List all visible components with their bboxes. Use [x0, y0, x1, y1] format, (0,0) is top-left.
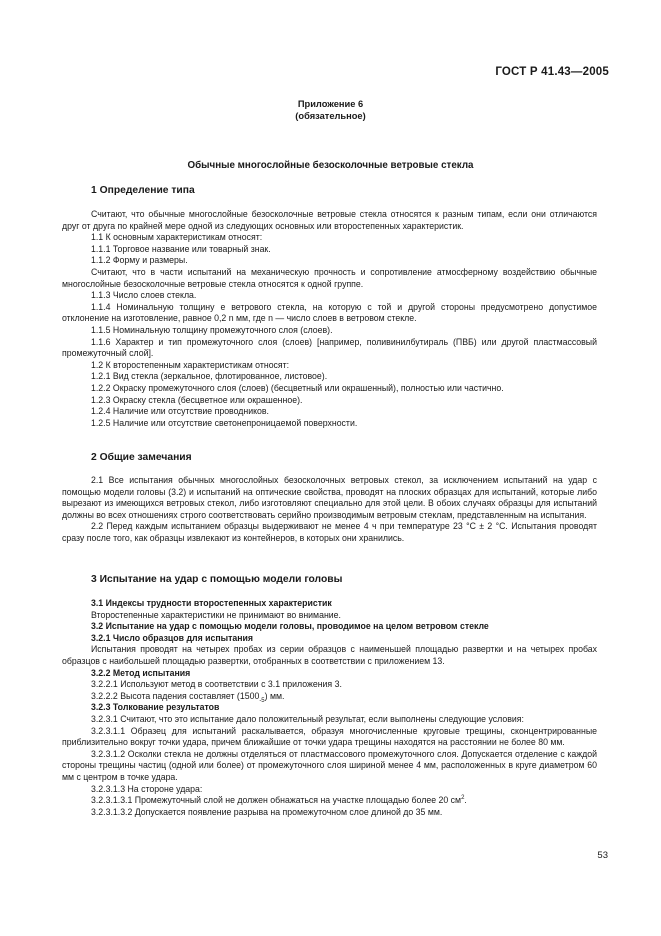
paragraph: Второстепенные характеристики не принимают во внимание.: [91, 609, 341, 620]
paragraph: 3.2.3.1.3.2 Допускается появление разрыва на промежуточном слое длиной до 35 мм.: [91, 806, 443, 817]
paragraph: Считают, что обычные многослойные безосколочные ветровые стекла относятся к разным типам, если они отличаются друг от друга по крайней мере одной из следующих основных или второстепенных характеристик.: [62, 209, 597, 231]
paragraph: [62, 795, 597, 807]
paragraph-text: 3.2.3.1.3.1 Промежуточный слой не должен обнажаться на участке площадью более 20 см: [91, 795, 462, 806]
paragraph: 3.2.3.1.3 На стороне удара:: [91, 783, 203, 794]
paragraph: Считают, что в части испытаний на механическую прочность и сопротивление атмосферному воздействию обычные многослойные безосколочные ветровые стекла относятся к одной группе.: [62, 266, 597, 289]
standard-header: ГОСТ Р 41.43—2005: [495, 66, 609, 78]
unit-superscript: 2: [461, 795, 465, 802]
paragraph: 1.2.5 Наличие или отсутствие светонепроницаемой поверхности.: [91, 417, 358, 428]
paragraph: 1.2 К второстепенным характеристикам относят:: [91, 359, 290, 370]
paragraph: 1.2.4 Наличие или отсутствие проводников.: [91, 406, 269, 417]
paragraph-text: ) мм.: [264, 690, 285, 701]
paragraph: 1.2.2 Окраску промежуточного слоя (слоев) (бесцветный или окрашенный), полностью или частично.: [91, 382, 504, 393]
section2-body: [62, 475, 597, 545]
paragraph-text: 3.2.2.2 Высота падения составляет (1500: [91, 690, 260, 701]
paragraph: 2.1 Все испытания обычных многослойных безосколочных ветровых стекол, за исключением испытаний на удар с помощью модели головы (3.2) и испытаний на оптические свойства, проводят на плоских образцах для испытаний, которые либо вырезают из имеющихся ветровых стекол, либо изготовляют специально для этой цели. В обоих случаях образцы для испытаний должны во всех отношениях строго соответствовать серийно производимым ветровым стеклам, представленным на испытания.: [62, 475, 597, 520]
subsection-heading: 3.2.1 Число образцов для испытания: [91, 632, 254, 643]
section1-heading: 1 Определение типа: [91, 185, 195, 196]
paragraph: 2.2 Перед каждым испытанием образцы выдерживают не менее 4 ч при температуре 23 °С ± 2 °С. Испытания проводят сразу после того, как образцы извлекают из контейнеров, в которых они хранились.: [62, 521, 597, 543]
paragraph: 3.2.2.1 Используют метод в соответствии с 3.1 приложения 3.: [91, 679, 342, 690]
section1-body: [62, 209, 597, 429]
section3-heading: 3 Испытание на удар с помощью модели головы: [91, 574, 343, 585]
document-title: Обычные многослойные безосколочные ветровые стекла: [187, 160, 474, 171]
paragraph: 1.2.3 Окраску стекла (бесцветное или окрашенное).: [91, 394, 303, 405]
section3-body: [62, 598, 597, 818]
tolerance-subscript: -5: [259, 697, 265, 704]
paragraph: 1.1.2 Форму и размеры.: [91, 255, 188, 266]
paragraph: [62, 691, 597, 703]
paragraph: 3.2.3.1 Считают, что это испытание дало положительный результат, если выполнены следующие условия:: [91, 713, 524, 724]
subsection-heading: 3.2.2 Метод испытания: [91, 667, 191, 678]
page-number: 53: [597, 850, 608, 861]
paragraph: 1.1.1 Торговое название или товарный знак.: [91, 243, 271, 254]
paragraph: Испытания проводят на четырех пробах из серии образцов с наименьшей площадью развертки и на четырех пробах образцов с наибольшей площадью развертки, отобранных в соответствии с приложением 13.: [62, 644, 597, 666]
paragraph: 1.1.4 Номинальную толщину е ветрового стекла, на которую с той и другой стороны предусмотрено допустимое отклонение на изготовление, равное 0,2 n мм, где n — число слоев в ветровом стекле.: [62, 301, 597, 324]
appendix-title: Приложение 6: [297, 99, 364, 109]
paragraph: 1.2.1 Вид стекла (зеркальное, флотированное, листовое).: [91, 371, 328, 382]
subsection-heading: 3.2.3 Толкование результатов: [91, 702, 220, 713]
appendix-status: (обязательное): [295, 111, 366, 121]
paragraph: 1.1.6 Характер и тип промежуточного слоя (слоев) [например, поливинилбутираль (ПВБ) или другой пластмассовый промежуточный слой].: [62, 336, 597, 359]
paragraph: 1.1.3 Число слоев стекла.: [91, 290, 197, 301]
subsection-heading: 3.1 Индексы трудности второстепенных характеристик: [91, 598, 332, 608]
paragraph: 1.1 К основным характеристикам относят:: [91, 232, 263, 243]
section2-heading: 2 Общие замечания: [91, 452, 192, 463]
paragraph: 1.1.5 Номинальную толщину промежуточного слоя (слоев).: [91, 324, 333, 335]
subsection-heading: 3.2 Испытание на удар с помощью модели головы, проводимое на целом ветровом стекле: [91, 621, 489, 632]
paragraph-text: .: [464, 795, 467, 806]
paragraph: 3.2.3.1.2 Осколки стекла не должны отделяться от пластмассового промежуточного слоя. Допускается отделение с каждой стороны трещины частиц (одной или более) от промежуточного слоя шириной менее 4 мм, расположенных в круге диаметром 60 мм с центром в точке удара.: [62, 748, 597, 782]
paragraph: 3.2.3.1.1 Образец для испытаний раскалывается, образуя многочисленные круговые трещины, сконцентрированные приблизительно вокруг точки удара, причем ближайшие от точки удара трещины находятся на расстоянии не более 80 мм.: [62, 725, 597, 748]
